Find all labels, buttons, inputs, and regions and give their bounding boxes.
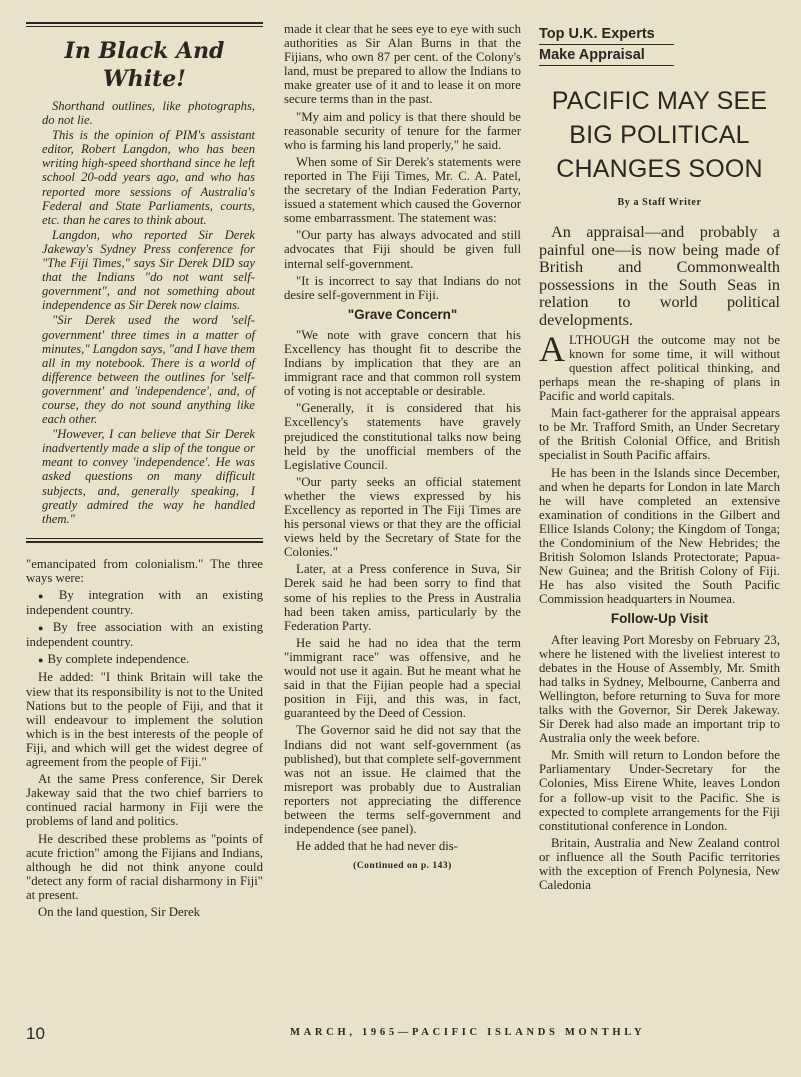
lead-paragraph: [539, 328, 780, 404]
publication-line: MARCH, 1965—PACIFIC ISLANDS MONTHLY: [290, 1027, 646, 1038]
sidebar-title: [26, 37, 263, 93]
page-number: 10: [26, 1024, 45, 1043]
body-paragraph: Britain, Australia and New Zealand control or influence all the South Pacific territories with the exception of French Polynesia, New Caledonia: [539, 835, 780, 893]
kicker-rule: [539, 65, 674, 66]
sidebar-paragraph: "Sir Derek used the word 'self-government' three times in a matter of minutes," Langdon says, "and I have them all in my notebook. There is a world of difference between the outlines for 'self-government' and 'independence', and, of course, they do not sound anything like each other.: [42, 313, 255, 427]
body-paragraph: made it clear that he sees eye to eye with such authorities as Sir Alan Burns in that the Fijians, who own 87 per cent. of the Colony's land, must be prepared to allow the Indians to make greater use of it and to lease it on more secure terms than in the past.: [284, 22, 521, 107]
sidebar-title-line1: In Black And: [64, 38, 225, 64]
sidebar-paragraph: Shorthand outlines, like photographs, do not lie.: [42, 99, 255, 128]
column-1: [26, 22, 263, 922]
sidebar-paragraph: "However, I can believe that Sir Derek inadvertently made a slip of the tongue or meant to convey 'independence'. He was asked questions on many difficult subjects, and, generally speaking, I greatly admired the way he handled them.": [42, 427, 255, 526]
body-paragraph: The Governor said he did not say that the Indians did not want self-government (as published), but that complete self-government was not an issue. He claimed that the misreport was probably due to Australian reporters not appreciating the difference between the terms self-government and independence (see panel).: [284, 723, 521, 837]
intro-paragraph: An appraisal—and probably a painful one—is now being made of British and Commonwealth possessions in the South Seas in relation to world political developments.: [539, 223, 780, 330]
kicker-line1: Top U.K. Experts: [539, 26, 655, 42]
sidebar-panel: [26, 37, 263, 526]
body-paragraph: "It is incorrect to say that Indians do not desire self-government in Fiji.: [284, 273, 521, 302]
body-paragraph: Main fact-gatherer for the appraisal appears to be Mr. Trafford Smith, an Under Secretary of the British Colonial Office, and British specialist in South Pacific affairs.: [539, 406, 780, 463]
lead-text: LTHOUGH the outcome may not be known for some time, it will without question affect political thinking, and perhaps mean the re-shaping of plans in Pacific and world capitals.: [539, 332, 780, 404]
body-paragraph: He described these problems as "points of acute friction" among the Fijians and Indians, although he did not think anyone could "detect any form of racial disharmony in Fiji" at present.: [26, 831, 263, 902]
column-2: [284, 22, 521, 873]
body-paragraph: At the same Press conference, Sir Derek Jakeway said that the two chief barriers to continued racial harmony in Fiji were the problems of land and politics.: [26, 772, 263, 829]
body-paragraph: On the land question, Sir Derek: [38, 904, 201, 919]
bullet-item: ● By integration with an existing independent country.: [26, 588, 263, 617]
body-paragraph: Mr. Smith will return to London before the Parliamentary Under-Secretary for the Colonies, Miss Eirene White, leaves London for a follow-up visit to the Pacific. She is expected to complete arrangements for the Fiji constitutional conference in London.: [539, 748, 780, 833]
section-subhead: Follow-Up Visit: [610, 611, 709, 627]
bullet-item: ● By free association with an existing independent country.: [26, 620, 263, 649]
body-paragraph: "emancipated from colonialism." The three ways were:: [26, 556, 263, 585]
continued-note: (Continued on p. 143): [353, 861, 452, 872]
body-paragraph: "My aim and policy is that there should be reasonable security of tenure for the farmer who is farming his land properly," he said.: [284, 109, 521, 152]
kicker-rule: [539, 44, 674, 45]
sidebar-title-line2: White!: [103, 66, 186, 92]
body-paragraph: "Our party seeks an official statement whether the views expressed by his Excellency as reported in The Fiji Times are his personal views or that they are the official views held by the Secretary of State for the Colonies.": [284, 474, 521, 560]
body-paragraph: He said he had no idea that the term "immigrant race" was offensive, and he would not use it again. But he meant what he said in that the Fijian people had a special position in Fiji, and this was, in fact, guaranteed by the Deed of Cession.: [284, 635, 521, 721]
section-subhead: "Grave Concern": [347, 306, 458, 322]
kicker-line2: Make Appraisal: [539, 47, 645, 63]
body-paragraph: He added: "I think Britain will take the view that its responsibility is not to the United Nations but to the people of Fiji, and that it will endeavour to implement the solution which is in the best interests of the people of Fiji, and which will get the widest degree of agreement from the people of Fiji.": [26, 670, 263, 770]
byline: By a Staff Writer: [617, 197, 702, 208]
sidebar-paragraph: Langdon, who reported Sir Derek Jakeway's Sydney Press conference for "The Fiji Times," says Sir Derek DID say that the Indians "do not want self-government", and not something about independence as Sir Derek now claims.: [42, 227, 255, 313]
sidebar-bottom-rule: [26, 538, 263, 543]
body-paragraph: He added that he had never dis-: [296, 839, 459, 854]
page-footer: [0, 1020, 801, 1050]
body-paragraph: "We note with grave concern that his Excellency has thought fit to describe the Indians by implication that they are an immigrant race and that common roll system of voting is not acceptable or desirable.: [284, 327, 521, 399]
sidebar-top-rule: [26, 22, 263, 27]
sidebar-body: [26, 99, 263, 526]
body-paragraph: After leaving Port Moresby on February 23, where he listened with the liveliest interest to debates in the House of Assembly, Mr. Smith had talks in Sydney, Melbourne, Canberra and Wellington, before returning to Suva for more talks with the Governor, Sir Derek Jakeway. Sir Derek had also made an important trip to Australia only the week before.: [539, 632, 780, 746]
headline-line2: BIG POLITICAL: [569, 121, 750, 149]
body-paragraph: "Our party has always advocated and still advocates that Fiji should be given full internal self-government.: [284, 228, 521, 271]
drop-cap: A: [539, 328, 565, 369]
bullet-item: ● By complete independence.: [26, 652, 263, 667]
headline-line3: CHANGES SOON: [556, 155, 763, 183]
sidebar-paragraph: This is the opinion of PIM's assistant editor, Robert Langdon, who has been writing high-speed shorthand since he left school 20-odd years ago, and who has reported more sessions of Australia's Federal and State Parliaments, courts, etc. than he cares to think about.: [42, 128, 255, 227]
body-paragraph: "Generally, it is considered that his Excellency's statements have gravely prejudiced the constitutional talks now being held by the unofficial members of the Legislative Council.: [284, 401, 521, 472]
body-paragraph: When some of Sir Derek's statements were reported in The Fiji Times, Mr. C. A. Patel, the secretary of the Indian Federation Party, issued a statement which caused the Governor some embarrassment. The statement was:: [284, 154, 521, 226]
article-headline: [539, 84, 780, 186]
headline-line1: PACIFIC MAY SEE: [551, 87, 768, 115]
body-paragraph: He has been in the Islands since December, and when he departs for London in late March he will have completed an extensive examination of conditions in the Gilbert and Ellice Islands Colony; the Kingdom of Tonga; the Condominium of the New Hebrides; the British Solomon Islands Protectorate; Papua-New Guinea; and the British Colony of Fiji. He has also visited the South Pacific Commission headquarters in Noumea.: [539, 465, 780, 607]
column-3: [539, 22, 780, 895]
body-paragraph: Later, at a Press conference in Suva, Sir Derek said he had been sorry to find that some of his replies to the Press in Australia had been taken amiss, particularly by the Federation Party.: [284, 562, 521, 633]
